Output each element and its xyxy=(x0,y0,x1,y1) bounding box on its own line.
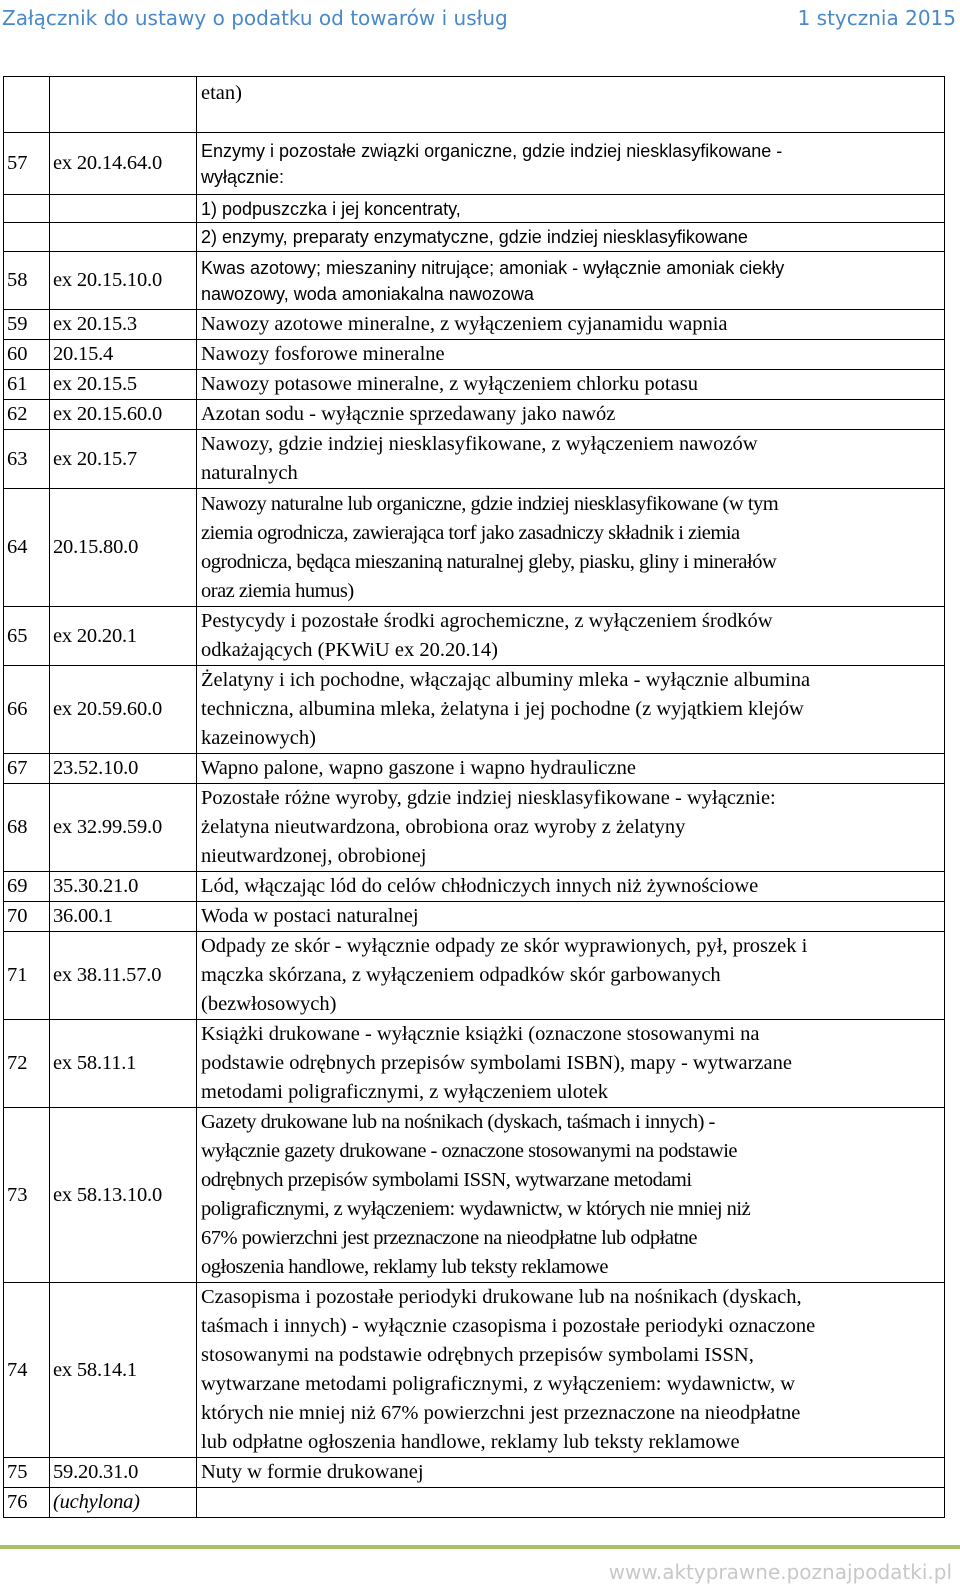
description-line: mączka skórzana, z wyłączeniem odpadków skór garbowanych xyxy=(201,964,721,986)
pkwiu-code: ex 20.15.3 xyxy=(50,310,197,340)
pkwiu-code: ex 20.15.7 xyxy=(50,430,197,489)
table-row xyxy=(4,195,945,223)
table-row xyxy=(4,932,945,1020)
description-line: techniczna, albumina mleka, żelatyna i jej pochodne (z wyjątkiem klejów xyxy=(201,698,804,720)
description-line: Wapno palone, wapno gaszone i wapno hydrauliczne xyxy=(201,757,636,779)
goods-description xyxy=(197,784,945,872)
description-line: Czasopisma i pozostałe periodyki drukowane lub na nośnikach (dyskach, xyxy=(201,1286,802,1308)
table-row xyxy=(4,489,945,607)
table-row xyxy=(4,77,945,133)
row-number: 76 xyxy=(4,1488,50,1518)
description-line: Azotan sodu - wyłącznie sprzedawany jako nawóz xyxy=(201,403,616,425)
table-row xyxy=(4,1108,945,1283)
description-line: 67% powierzchni jest przeznaczone na nieodpłatne lub odpłatne xyxy=(201,1227,698,1249)
description-line: Enzymy i pozostałe związki organiczne, gdzie indziej niesklasyfikowane - xyxy=(201,140,783,161)
row-number: 65 xyxy=(4,607,50,666)
pkwiu-code: 59.20.31.0 xyxy=(50,1458,197,1488)
pkwiu-code: (uchylona) xyxy=(50,1488,197,1518)
pkwiu-code: ex 20.59.60.0 xyxy=(50,666,197,754)
goods-description xyxy=(197,340,945,370)
pkwiu-code xyxy=(50,77,197,133)
goods-description xyxy=(197,902,945,932)
goods-description xyxy=(197,400,945,430)
description-line: Pestycydy i pozostałe środki agrochemiczne, z wyłączeniem środków xyxy=(201,610,773,632)
goods-description xyxy=(197,666,945,754)
goods-description xyxy=(197,1488,945,1518)
row-number: 64 xyxy=(4,489,50,607)
row-number: 62 xyxy=(4,400,50,430)
row-number: 73 xyxy=(4,1108,50,1283)
description-line: ogłoszenia handlowe, reklamy lub teksty reklamowe xyxy=(201,1256,609,1278)
pkwiu-code: 23.52.10.0 xyxy=(50,754,197,784)
pkwiu-code: ex 32.99.59.0 xyxy=(50,784,197,872)
description-line: odkażających (PKWiU ex 20.20.14) xyxy=(201,639,498,661)
row-number: 69 xyxy=(4,872,50,902)
pkwiu-code: ex 20.14.64.0 xyxy=(50,133,197,195)
row-number: 68 xyxy=(4,784,50,872)
pkwiu-code: ex 20.15.10.0 xyxy=(50,252,197,310)
goods-description xyxy=(197,223,945,252)
description-line: Nuty w formie drukowanej xyxy=(201,1461,424,1483)
row-number: 57 xyxy=(4,133,50,195)
description-line: wyłącznie: xyxy=(201,166,285,187)
table-row xyxy=(4,252,945,310)
table-row xyxy=(4,133,945,195)
table-row xyxy=(4,666,945,754)
table-row xyxy=(4,400,945,430)
description-line: Książki drukowane - wyłącznie książki (oznaczone stosowanymi na xyxy=(201,1023,760,1045)
description-line: Odpady ze skór - wyłącznie odpady ze skór wyprawionych, pył, proszek i xyxy=(201,935,808,957)
row-number: 66 xyxy=(4,666,50,754)
goods-description xyxy=(197,252,945,310)
table-row xyxy=(4,1283,945,1458)
goods-description xyxy=(197,133,945,195)
description-line: 1) podpuszczka i jej koncentraty, xyxy=(201,198,461,219)
table-row xyxy=(4,902,945,932)
description-line: taśmach i innych) - wyłącznie czasopisma i pozostałe periodyki oznaczone xyxy=(201,1315,816,1337)
row-number: 74 xyxy=(4,1283,50,1458)
row-number xyxy=(4,195,50,223)
description-line: wyłącznie gazety drukowane - oznaczone stosowanymi na podstawie xyxy=(201,1140,738,1162)
goods-description xyxy=(197,1020,945,1108)
description-line: Kwas azotowy; mieszaniny nitrujące; amoniak - wyłącznie amoniak ciekły xyxy=(201,257,785,278)
row-number: 75 xyxy=(4,1458,50,1488)
description-line: oraz ziemia humus) xyxy=(201,579,354,602)
description-line: metodami poligraficznymi, z wyłączeniem ulotek xyxy=(201,1081,609,1103)
row-number: 60 xyxy=(4,340,50,370)
description-line: podstawie odrębnych przepisów symbolami ISBN), mapy - wytwarzane xyxy=(201,1052,792,1074)
table-row xyxy=(4,223,945,252)
row-number: 58 xyxy=(4,252,50,310)
description-line: nieutwardzonej, obrobionej xyxy=(201,845,427,867)
description-line: ogrodnicza, będąca mieszaniną naturalnej gleby, piasku, gliny i minerałów xyxy=(201,550,777,573)
goods-description xyxy=(197,932,945,1020)
description-line: Nawozy naturalne lub organiczne, gdzie indziej niesklasyfikowane (w tym xyxy=(201,492,779,515)
row-number: 70 xyxy=(4,902,50,932)
row-number xyxy=(4,223,50,252)
pkwiu-code: ex 58.11.1 xyxy=(50,1020,197,1108)
description-line: wytwarzane metodami poligraficznymi, z wyłączeniem: wydawnictw, w xyxy=(201,1373,796,1395)
table-row xyxy=(4,310,945,340)
row-number: 67 xyxy=(4,754,50,784)
document-title: Załącznik do ustawy o podatku od towarów i usług xyxy=(2,6,508,30)
goods-description xyxy=(197,1458,945,1488)
goods-table-body xyxy=(4,77,945,1518)
goods-description xyxy=(197,1283,945,1458)
table-row xyxy=(4,1458,945,1488)
pkwiu-code: 36.00.1 xyxy=(50,902,197,932)
description-line: etan) xyxy=(201,82,242,104)
description-line: Lód, włączając lód do celów chłodniczych innych niż żywnościowe xyxy=(201,875,759,897)
goods-description xyxy=(197,77,945,133)
table-row xyxy=(4,1020,945,1108)
description-line: Gazety drukowane lub na nośnikach (dyskach, taśmach i innych) - xyxy=(201,1111,715,1133)
description-line: Żelatyny i ich pochodne, włączając albuminy mleka - wyłącznie albumina xyxy=(201,669,811,691)
pkwiu-code: ex 20.20.1 xyxy=(50,607,197,666)
table-row xyxy=(4,370,945,400)
description-line: poligraficznymi, z wyłączeniem: wydawnictw, w których nie mniej niż xyxy=(201,1198,751,1220)
table-row xyxy=(4,872,945,902)
pkwiu-code: ex 58.14.1 xyxy=(50,1283,197,1458)
description-line: ziemia ogrodnicza, zawierająca torf jako zasadniczy składnik i ziemia xyxy=(201,521,740,544)
page-header xyxy=(0,0,960,40)
row-number: 71 xyxy=(4,932,50,1020)
goods-description xyxy=(197,430,945,489)
goods-description xyxy=(197,607,945,666)
goods-table xyxy=(3,76,945,1518)
table-row xyxy=(4,754,945,784)
footer-link[interactable]: www.aktyprawne.poznajpodatki.pl xyxy=(608,1560,952,1584)
table-row xyxy=(4,1488,945,1518)
pkwiu-code: 20.15.4 xyxy=(50,340,197,370)
pkwiu-code xyxy=(50,195,197,223)
description-line: odrębnych przepisów symbolami ISSN, wytwarzane metodami xyxy=(201,1169,692,1191)
pkwiu-code: ex 58.13.10.0 xyxy=(50,1108,197,1283)
description-line: (bezwłosowych) xyxy=(201,993,337,1015)
description-line: Nawozy potasowe mineralne, z wyłączeniem chlorku potasu xyxy=(201,373,698,395)
pkwiu-code: ex 20.15.5 xyxy=(50,370,197,400)
goods-description xyxy=(197,370,945,400)
pkwiu-code: ex 20.15.60.0 xyxy=(50,400,197,430)
goods-description xyxy=(197,872,945,902)
table-row xyxy=(4,784,945,872)
pkwiu-code xyxy=(50,223,197,252)
row-number: 59 xyxy=(4,310,50,340)
footer-divider xyxy=(0,1545,960,1549)
description-line: Nawozy fosforowe mineralne xyxy=(201,343,445,365)
goods-description xyxy=(197,310,945,340)
description-line: Woda w postaci naturalnej xyxy=(201,905,419,927)
table-row xyxy=(4,430,945,489)
description-line: których nie mniej niż 67% powierzchni jest przeznaczone na nieodpłatne xyxy=(201,1402,801,1424)
row-number: 61 xyxy=(4,370,50,400)
table-row xyxy=(4,607,945,666)
description-line: Nawozy azotowe mineralne, z wyłączeniem cyjanamidu wapnia xyxy=(201,313,728,335)
description-line: 2) enzymy, preparaty enzymatyczne, gdzie indziej niesklasyfikowane xyxy=(201,227,748,247)
description-line: żelatyna nieutwardzona, obrobiona oraz wyroby z żelatyny xyxy=(201,816,686,838)
document-date: 1 stycznia 2015 xyxy=(797,6,956,30)
pkwiu-code: 35.30.21.0 xyxy=(50,872,197,902)
pkwiu-code: ex 38.11.57.0 xyxy=(50,932,197,1020)
description-line: naturalnych xyxy=(201,462,298,484)
pkwiu-code: 20.15.80.0 xyxy=(50,489,197,607)
row-number: 72 xyxy=(4,1020,50,1108)
table-row xyxy=(4,340,945,370)
row-number xyxy=(4,77,50,133)
goods-description xyxy=(197,754,945,784)
description-line: Nawozy, gdzie indziej niesklasyfikowane, z wyłączeniem nawozów xyxy=(201,433,758,455)
description-line: nawozowy, woda amoniakalna nawozowa xyxy=(201,283,534,304)
goods-description xyxy=(197,489,945,607)
goods-description xyxy=(197,195,945,223)
description-line: kazeinowych) xyxy=(201,727,316,749)
row-number: 63 xyxy=(4,430,50,489)
description-line: lub odpłatne ogłoszenia handlowe, reklamy lub teksty reklamowe xyxy=(201,1431,740,1453)
goods-description xyxy=(197,1108,945,1283)
description-line: Pozostałe różne wyroby, gdzie indziej niesklasyfikowane - wyłącznie: xyxy=(201,787,776,809)
description-line: stosowanymi na podstawie odrębnych przepisów symbolami ISSN, xyxy=(201,1344,754,1366)
